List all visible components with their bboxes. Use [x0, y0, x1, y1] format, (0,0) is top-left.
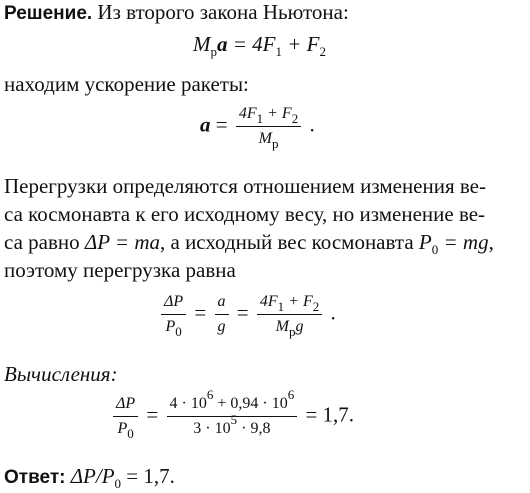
- equation-calculation: $\frac{\Delta P}{P_0}$ = $\frac{4 \cdot 10^6 + 0,94 \cdot 10^6}{3 \cdot 10^5 \cdot 9,8}$ = 1,7.: [110, 392, 354, 441]
- paragraph-line-4: поэтому перегрузка равна: [4, 258, 236, 282]
- answer-line: Ответ: $\Delta P/P_0 = 1,7$.: [4, 464, 175, 491]
- intro-line: [4, 0, 349, 26]
- equation-acceleration: a = $\frac{4F_1 + F_2}{M_р}$ .: [200, 102, 315, 151]
- solution-label: Решение.: [4, 3, 93, 24]
- paragraph-line-3: са равно ΔP = ma, а исходный вес космонавта $P_0$ = mg,: [4, 230, 494, 257]
- acceleration-line: находим ускорение ракеты:: [4, 72, 249, 96]
- calc-fraction-dp: $\frac{\Delta P}{P_0}$: [113, 392, 138, 441]
- intro-text: Из второго закона Ньютона:: [97, 0, 349, 24]
- overload-fraction-force: $\frac{4F_1 + F_2}{M_рg}$: [257, 290, 322, 339]
- paragraph-line-1: Перегрузки определяются отношением изменения ве-: [4, 174, 486, 198]
- equation-overload: $\frac{\Delta P}{P_0}$ = $\frac{a}{g}$ = $\frac{4F_1 + F_2}{M_рg}$ .: [158, 290, 336, 339]
- answer-label: Ответ:: [4, 467, 66, 488]
- paragraph-line-2: са космонавта к его исходному весу, но изменение ве-: [4, 202, 486, 226]
- calculations-label-line: [4, 362, 118, 386]
- overload-fraction-ag: $\frac{a}{g}$: [215, 290, 229, 339]
- acceleration-fraction: $\frac{4F_1 + F_2}{M_р}$: [236, 102, 301, 151]
- overload-fraction-dp: $\frac{\Delta P}{P_0}$: [161, 290, 186, 339]
- equation-newton: $M_рa = 4F_1 + F_2$: [193, 32, 326, 59]
- calculations-label: Вычисления:: [4, 362, 118, 386]
- calc-fraction-values: $\frac{4 \cdot 10^6 + 0,94 \cdot 10^6}{3 \cdot 10^5 \cdot 9,8}$: [167, 392, 298, 441]
